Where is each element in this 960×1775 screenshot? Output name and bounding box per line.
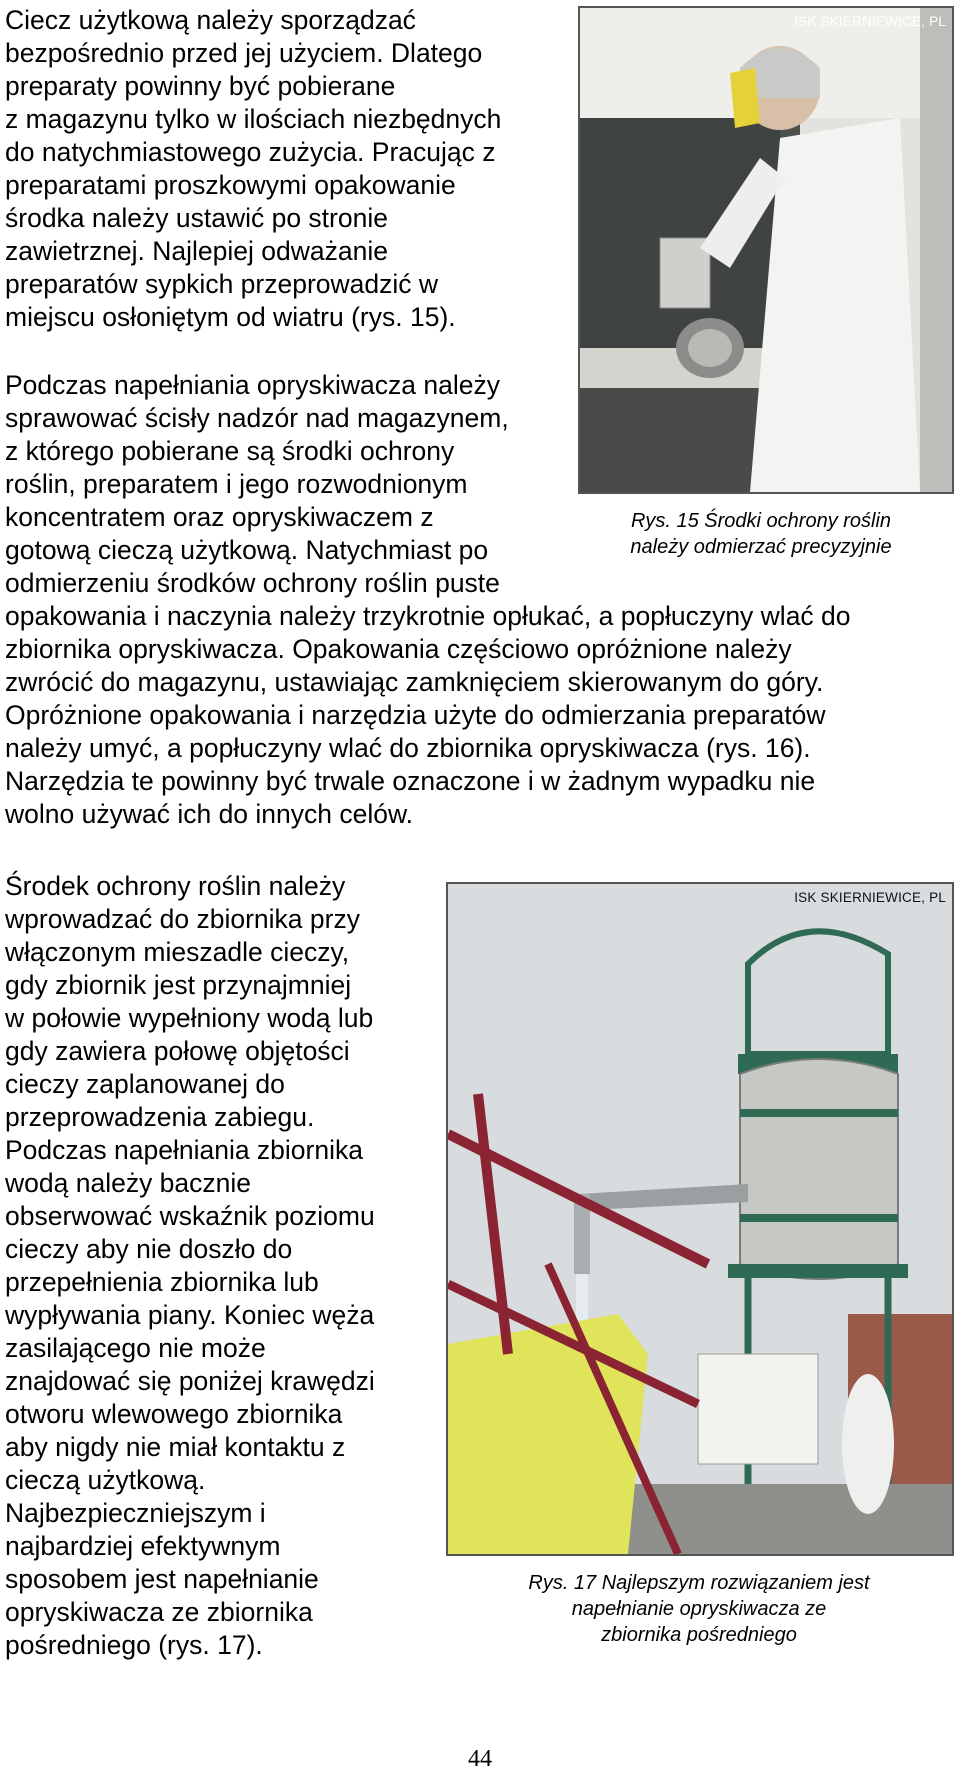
text-line: roślin, preparatem i jego rozwodnionym <box>5 469 468 499</box>
text-line: otworu wlewowego zbiornika <box>5 1399 343 1429</box>
text-line: najbardziej efektywnym <box>5 1531 281 1561</box>
text-line: preparatów sypkich przeprowadzić w <box>5 269 439 299</box>
text-line: Najbezpieczniejszym i <box>5 1498 266 1528</box>
text-line: wodą należy bacznie <box>5 1168 252 1198</box>
text-line: bezpośrednio przed jej użyciem. Dlatego <box>5 38 483 68</box>
text-line: zawietrznej. Najlepiej odważanie <box>5 236 388 266</box>
text-line: wypływania piany. Koniec węża <box>5 1300 375 1330</box>
text-line: z którego pobierane są środki ochrony <box>5 436 455 466</box>
text-line: miejscu osłoniętym od wiatru (rys. 15). <box>5 302 456 332</box>
sprayer-filling-photo <box>448 884 952 1554</box>
text-line: Podczas napełniania zbiornika <box>5 1135 363 1165</box>
text-line: sprawować ścisły nadzór nad magazynem, <box>5 403 509 433</box>
figure-17-photo <box>446 882 954 1556</box>
text-line: gdy zawiera połowę objętości <box>5 1036 350 1066</box>
text-line: sposobem jest napełnianie <box>5 1564 319 1594</box>
text-line: pośredniego (rys. 17). <box>5 1630 263 1660</box>
figure-15-caption <box>572 508 950 560</box>
text-line: Narzędzia te powinny być trwale oznaczone i w żadnym wypadku nie <box>5 766 816 796</box>
text-line: cieczy aby nie doszło do <box>5 1234 293 1264</box>
text-line: koncentratem oraz opryskiwaczem z <box>5 502 434 532</box>
caption-line: zbiornika pośredniego <box>601 1624 797 1646</box>
text-line: przepełnienia zbiornika lub <box>5 1267 319 1297</box>
text-line: gotową cieczą użytkową. Natychmiast po <box>5 535 489 565</box>
text-line: preparatami proszkowymi opakowanie <box>5 170 456 200</box>
text-line: gdy zbiornik jest przynajmniej <box>5 970 352 1000</box>
text-line: aby nigdy nie miał kontaktu z <box>5 1432 346 1462</box>
caption-line: Rys. 15 Środki ochrony roślin <box>630 510 892 532</box>
page-number: 44 <box>468 1746 492 1772</box>
caption-line: Rys. 17 Najlepszym rozwiązaniem jest <box>528 1572 870 1594</box>
photo-credit: ISK SKIERNIEWICE, PL <box>794 890 946 905</box>
text-line: w połowie wypełniony wodą lub <box>5 1003 374 1033</box>
text-line: cieczy zaplanowanej do <box>5 1069 285 1099</box>
text-line: środka należy ustawić po stronie <box>5 203 388 233</box>
text-line: preparaty powinny być pobierane <box>5 71 396 101</box>
text-line: opakowania i naczynia należy trzykrotnie opłukać, a popłuczyny wlać do <box>5 601 851 631</box>
text-line: cieczą użytkową. <box>5 1465 206 1495</box>
photo-credit: ISK SKIERNIEWICE, PL <box>794 14 946 29</box>
text-line: wprowadzać do zbiornika przy <box>5 904 360 934</box>
text-line: obserwować wskaźnik poziomu <box>5 1201 375 1231</box>
worker-weighing-photo <box>580 8 952 492</box>
text-line: przeprowadzenia zabiegu. <box>5 1102 315 1132</box>
figure-15-photo <box>578 6 954 494</box>
text-line: zwrócić do magazynu, ustawiając zamknięciem skierowanym do góry. <box>5 667 824 697</box>
text-line: z magazynu tylko w ilościach niezbędnych <box>5 104 502 134</box>
figure-17-caption <box>474 1570 924 1648</box>
text-line: należy umyć, a popłuczyny wlać do zbiornika opryskiwacza (rys. 16). <box>5 733 811 763</box>
text-line: Środek ochrony roślin należy <box>5 871 346 901</box>
text-line: Podczas napełniania opryskiwacza należy <box>5 370 500 400</box>
text-line: odmierzeniu środków ochrony roślin puste <box>5 568 500 598</box>
text-line: opryskiwacza ze zbiornika <box>5 1597 313 1627</box>
text-line: zasilającego nie może <box>5 1333 266 1363</box>
paragraph-1 <box>5 4 501 334</box>
text-line: znajdować się poniżej krawędzi <box>5 1366 375 1396</box>
text-line: włączonym mieszadle cieczy, <box>5 937 350 967</box>
caption-line: należy odmierzać precyzyjnie <box>630 536 892 558</box>
paragraph-3 <box>5 870 375 1662</box>
text-line: do natychmiastowego zużycia. Pracując z <box>5 137 496 167</box>
text-line: zbiornika opryskiwacza. Opakowania częściowo opróżnione należy <box>5 634 792 664</box>
text-line: wolno używać ich do innych celów. <box>5 799 414 829</box>
text-line: Ciecz użytkową należy sporządzać <box>5 5 416 35</box>
caption-line: napełnianie opryskiwacza ze <box>571 1598 827 1620</box>
text-line: Opróżnione opakowania i narzędzia użyte do odmierzania preparatów <box>5 700 826 730</box>
